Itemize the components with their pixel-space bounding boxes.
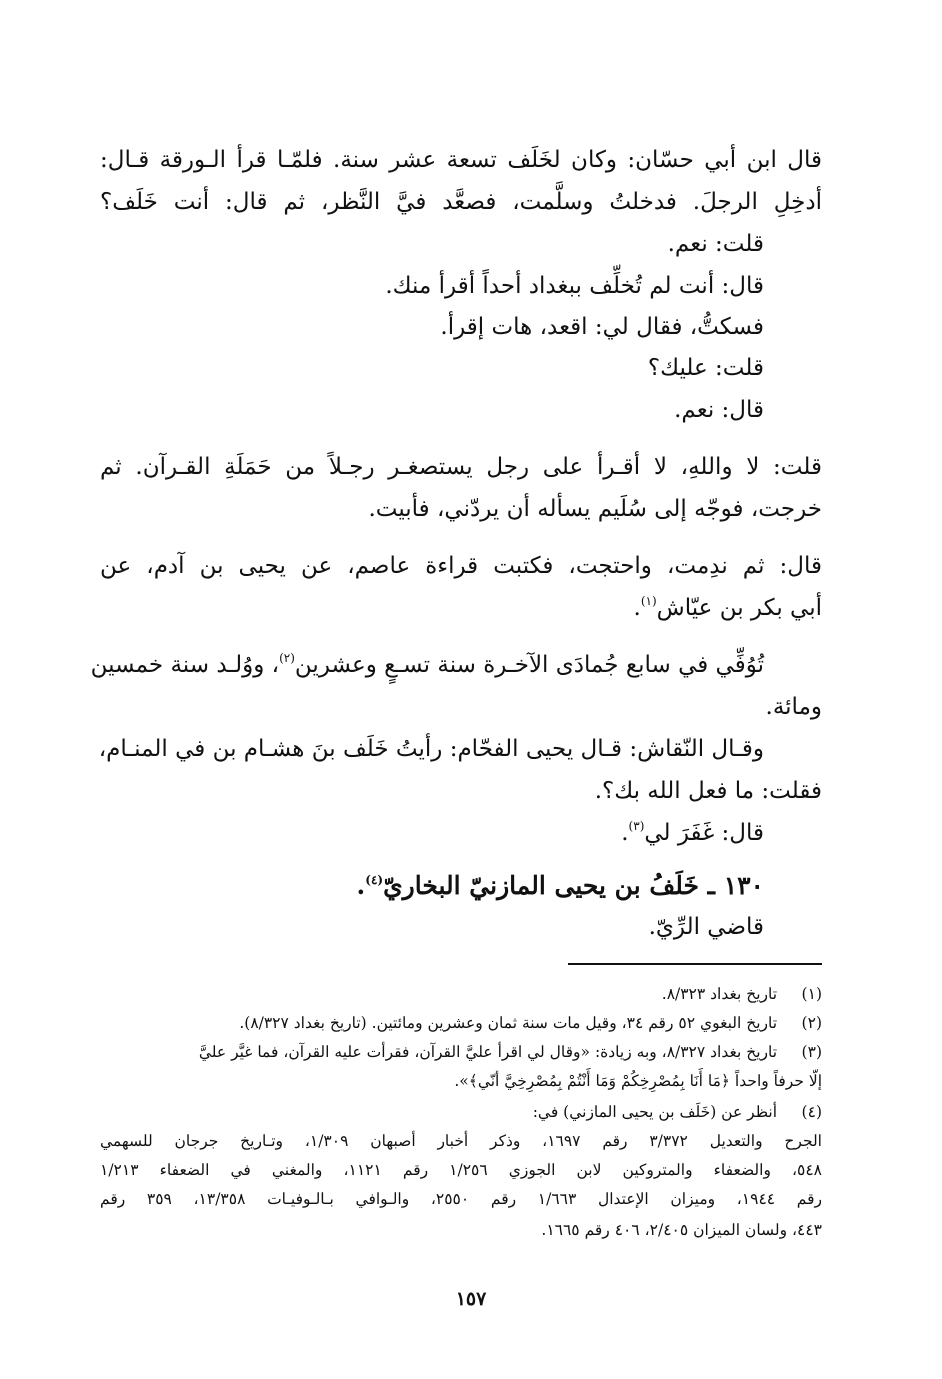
text-line: قال: أنت لم تُخلِّف ببغداد أحداً أقرأ منك.	[385, 273, 764, 299]
footnote-continuation: إلّا حرفاً واحداً ﴿مَا أَنَا بِمُصْرِخِكُمْ وَمَا أَنْتُمْ بِمُصْرِخِيَّ أنّي﴾».	[454, 1072, 822, 1090]
text-span: تُوُفِّي في سابع جُمادَى الآخـرة سنة تسـعٍ وعشرين	[294, 652, 764, 678]
footnote	[100, 1039, 822, 1066]
footnote-number: (٢)	[801, 1014, 822, 1032]
footnote-text: تاريخ بغداد ٨/٣٢٣.	[661, 985, 778, 1003]
page-number: ١٥٧	[455, 1288, 487, 1310]
footnote-number: (١)	[801, 985, 822, 1003]
footnote-ref: (٢)	[279, 651, 295, 665]
text-line: قلت: لا واللهِ، لا أقـرأ على رجل يستصغـر رجـلاً من حَمَلَةِ القـرآن. ثم	[100, 454, 822, 480]
text-line: قال: نعم.	[674, 397, 764, 423]
footnote-continuation: رقم ١٩٤٤، وميزان الإعتدال ١/٦٦٣ رقم ٢٥٥٠، والـوافي بـالـوفيـات ١٣/٣٥٨، ٣٥٩ رقم	[100, 1190, 822, 1208]
text-line	[100, 588, 822, 628]
heading-text: ١٣٠ ـ خَلَفُ بن يحيى المازنيّ البخاريّ	[383, 871, 764, 900]
text-line: فسكتُّ، فقال لي: اقعد، هات إقرأ.	[440, 314, 764, 340]
text-line: قلت: نعم.	[667, 231, 764, 257]
footnote-ref: (١)	[640, 594, 657, 608]
footnote	[100, 1099, 822, 1126]
footnote-number: (٣)	[801, 1043, 822, 1061]
footnote-ref: (٤)	[365, 873, 384, 887]
text-line: قال: ثم ندِمت، واحتجت، فكتبت قراءة عاصم، عن يحيى بن آدم، عن	[100, 553, 822, 579]
text-span: ، ووُلـد سنة خمسين	[90, 652, 280, 678]
text-span: .	[633, 595, 641, 621]
text-line: خرجت، فوجّه إلى سُلَيم يسأله أن يردّني، فأبيت.	[368, 496, 822, 522]
footnote-divider	[568, 963, 822, 965]
text-line: وقـال النّقاش: قـال يحيى الفحّام: رأيتُ خَلَف بنَ هشـام بن في المنـام،	[98, 736, 764, 762]
text-line: ومائة.	[765, 694, 822, 720]
text-line	[100, 813, 822, 853]
footnote-ref: (٣)	[628, 819, 645, 833]
footnote-text: تاريخ بغداد ٨/٣٢٧، وبه زيادة: «وقال لي اقرأ عليَّ القرآن، فقرأت عليه القرآن، فما غيَّر عليَّ	[198, 1043, 778, 1061]
text-line	[90, 645, 822, 685]
text-line: قال ابن أبي حسّان: وكان لخَلَف تسعة عشر سنة. فلمّـا قرأ الـورقة قـال:	[100, 147, 822, 173]
text-line: قاضي الرِّيّ.	[648, 914, 764, 940]
footnote	[100, 1010, 822, 1037]
text-span: .	[621, 820, 629, 846]
footnote-number: (٤)	[801, 1103, 822, 1121]
text-span: .	[356, 871, 366, 900]
text-line: أدخِلِ الرجلَ. فدخلتُ وسلَّمت، فصعَّد فيَّ النَّظر، ثم قال: أنت خَلَف؟	[100, 189, 822, 215]
footnote-text: أنظر عن (خَلَف بن يحيى المازني) في:	[532, 1103, 778, 1121]
footnote	[100, 981, 822, 1008]
text-span: أبي بكر بن عيّاش	[656, 595, 822, 621]
text-line: قلت: عليك؟	[647, 355, 764, 381]
text-line: فقلت: ما فعل الله بك؟.	[594, 778, 822, 804]
text-span: قال: غَفَرَ لي	[644, 820, 764, 846]
footnote-continuation: الجرح والتعديل ٣/٣٧٢ رقم ١٦٩٧، وذكر أخبار أصبهان ١/٣٠٩، وتـاريخ جرجان للسهمي	[100, 1132, 822, 1150]
section-heading	[100, 866, 822, 906]
footnote-continuation: ٤٤٣، ولسان الميزان ٢/٤٠٥، ٤٠٦ رقم ١٦٦٥.	[541, 1221, 822, 1239]
footnote-text: تاريخ البغوي ٥٢ رقم ٣٤، وقيل مات سنة ثمان وعشرين ومائتين. (تاريخ بغداد ٨/٣٢٧).	[239, 1014, 778, 1032]
footnote-continuation: ٥٤٨، والضعفاء والمتروكين لابن الجوزي ١/٢٥٦ رقم ١١٢١، والمغني في الضعفاء ١/٢١٣	[100, 1161, 822, 1179]
